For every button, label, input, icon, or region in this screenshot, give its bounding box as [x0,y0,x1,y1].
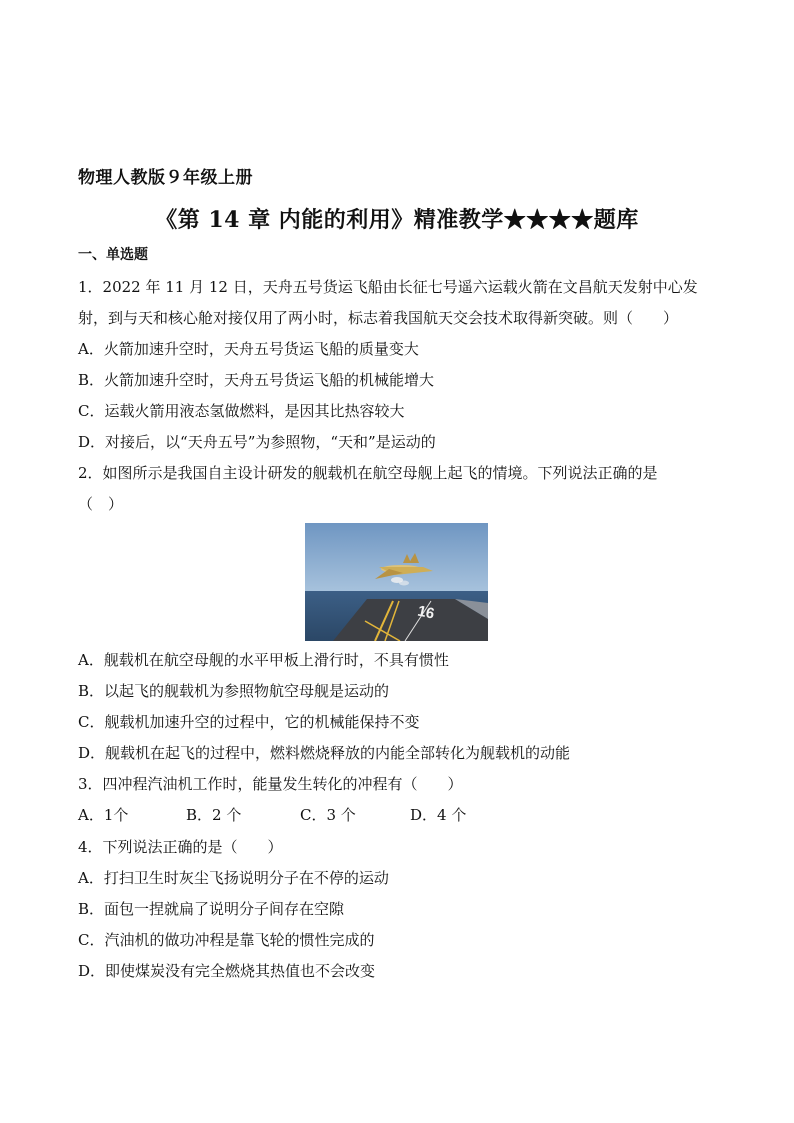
q1-option-a: A．火箭加速升空时，天舟五号货运飞船的质量变大 [78,340,419,358]
q1-option-d: D．对接后，以“天舟五号”为参照物，“天和”是运动的 [78,433,436,451]
q3-option-b: B．2 个 [186,806,242,824]
q1-stem-line-1: 1．2022 年 11 月 12 日，天舟五号货运飞船由长征七号遥六运载火箭在文昌航天发射中心发 [78,278,698,296]
q4-option-b: B．面包一捏就扁了说明分子间存在空隙 [78,900,345,918]
q4-stem: 4．下列说法正确的是（ ） [78,838,283,856]
q3-option-c: C．3 个 [300,806,356,824]
q4-option-a: A．打扫卫生时灰尘飞扬说明分子在不停的运动 [78,869,389,887]
carrier-jet-figure [305,523,488,641]
q2-option-d: D．舰载机在起飞的过程中，燃料燃烧释放的内能全部转化为舰载机的动能 [78,744,571,762]
q3-stem: 3．四冲程汽油机工作时，能量发生转化的冲程有（ ） [78,775,463,793]
section-heading: 一、单选题 [78,247,148,263]
q1-stem-line-2: 射，到与天和核心舱对接仅用了两小时，标志着我国航天交会技术取得新突破。则（ ） [78,309,679,327]
q4-option-d: D．即使煤炭没有完全燃烧其热值也不会改变 [78,962,376,980]
q1-option-c: C．运载火箭用液态氢做燃料，是因其比热容较大 [78,402,405,420]
q1-option-b: B．火箭加速升空时，天舟五号货运飞船的机械能增大 [78,371,435,389]
q4-option-c: C．汽油机的做功冲程是靠飞轮的惯性完成的 [78,931,375,949]
textbook-subtitle: 物理人教版９年级上册 [78,168,253,188]
q2-stem-line-1: 2．如图所示是我国自主设计研发的舰载机在航空母舰上起飞的情境。下列说法正确的是 [78,464,658,482]
q3-option-d: D．4 个 [410,806,467,824]
page-title: 《第 14 章 内能的利用》精准教学★★★★题库 [155,207,639,233]
q3-option-a: A．1个 [78,806,129,824]
q3-options-row [78,805,466,825]
q2-option-c: C．舰载机加速升空的过程中，它的机械能保持不变 [78,713,420,731]
q2-stem-line-2: （ ） [78,495,124,513]
q2-option-a: A．舰载机在航空母舰的水平甲板上滑行时，不具有惯性 [78,651,449,669]
deck-number: 16 [416,602,436,623]
q2-option-b: B．以起飞的舰载机为参照物航空母舰是运动的 [78,682,390,700]
